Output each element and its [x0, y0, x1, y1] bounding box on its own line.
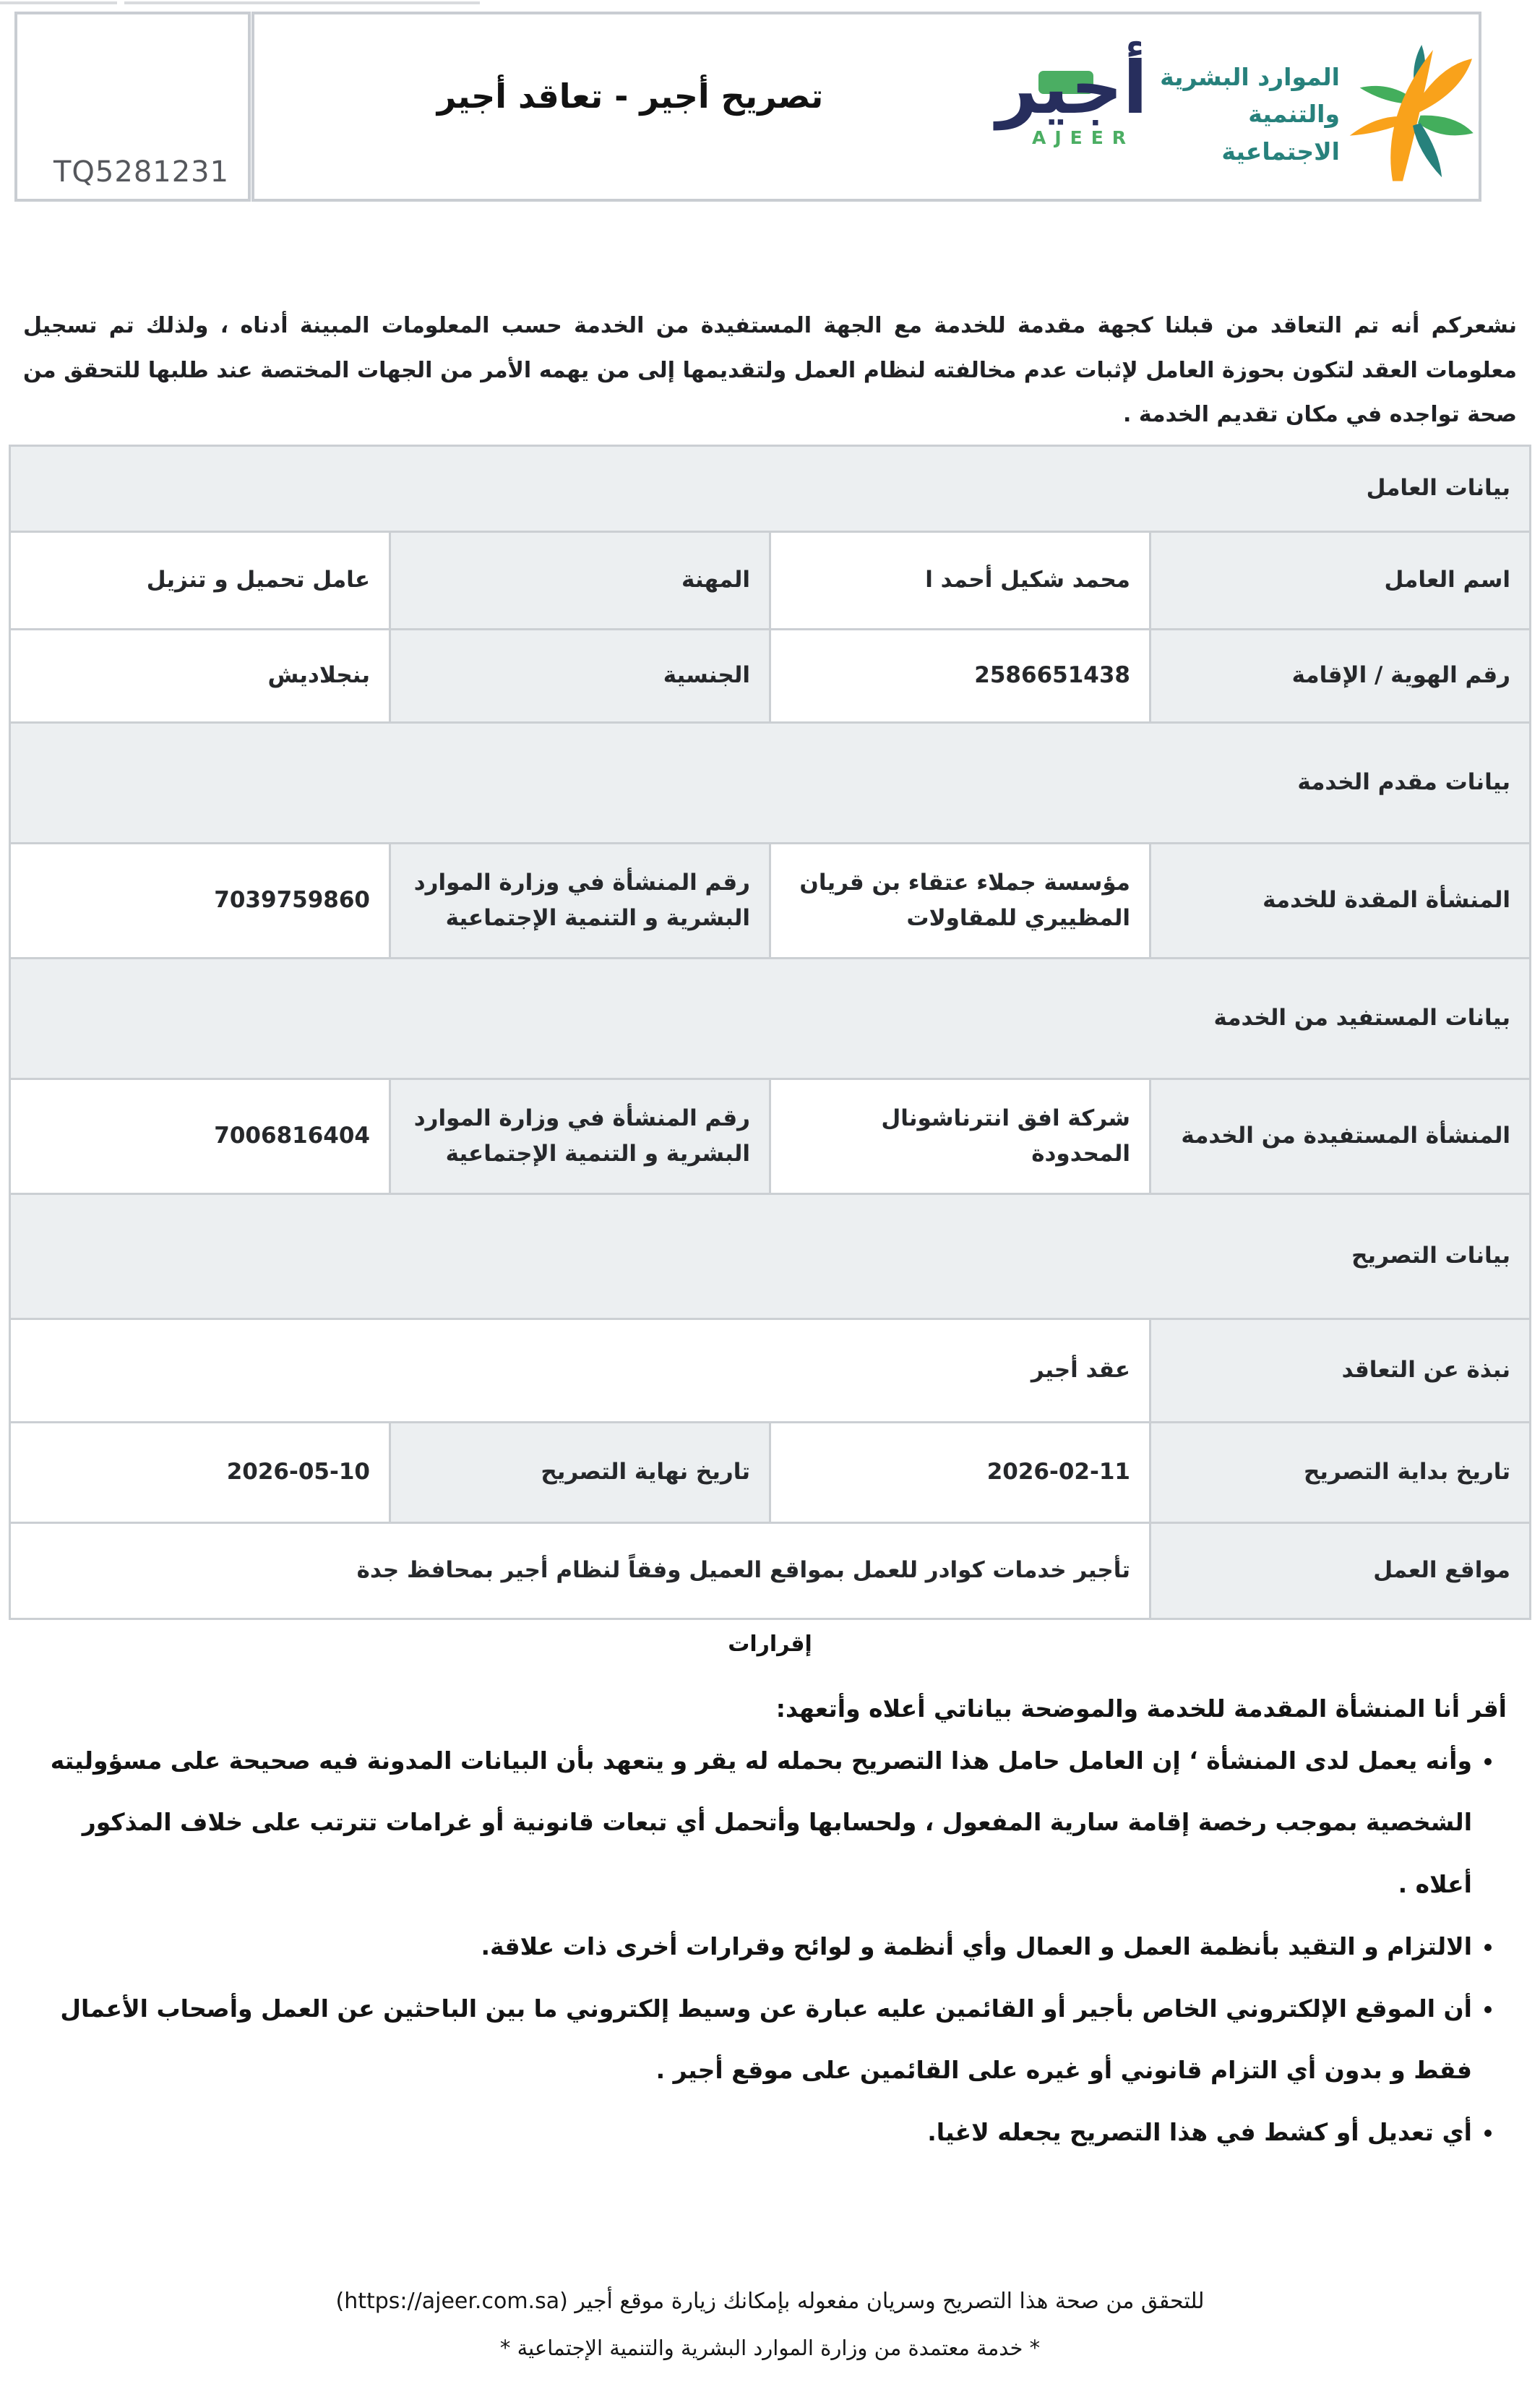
worker-name-label: اسم العامل [1150, 531, 1531, 629]
top-artifact-line-1 [0, 1, 117, 4]
declaration-item: • وأنه يعمل لدى المنشأة ‘ إن العامل حامل هذا التصريح بحمله له يقر و يتعهد بأن البيانات المدونة فيه صحيحة على مسؤوليته الشخصية بموجب رخصة إقامة سارية المفعول ، ولحسابها وأتحمل أي تبعات قانونية أو غرامات تترتب على خلاف المذكور أعلاه . [33, 1730, 1472, 1916]
provider-number-value: 7039759860 [10, 843, 390, 958]
ajeer-latin-label: AJEER [1031, 127, 1135, 148]
permit-summary-value: عقد أجير [10, 1319, 1150, 1422]
ajeer-wordmark: أجير [996, 46, 1148, 130]
section-header-provider: بيانات مقدم الخدمة [10, 722, 1531, 843]
permit-end-label: تاريخ نهاية التصريح [390, 1422, 770, 1522]
provider-number-label: رقم المنشأة في وزارة الموارد البشرية و التنمية الإجتماعية [390, 843, 770, 958]
page-title: تصريح أجير - تعاقد أجير [436, 77, 824, 116]
hrsd-logo [1150, 42, 1477, 187]
declarations-list [33, 1730, 1504, 2164]
hrsd-logo-text: الموارد البشرية والتنمية الاجتماعية [1160, 63, 1340, 166]
worker-id-label: رقم الهوية / الإقامة [1150, 629, 1531, 722]
declarations-title: إقرارات [728, 1631, 812, 1657]
permit-start-label: تاريخ بداية التصريح [1150, 1422, 1531, 1522]
declaration-item: • أن الموقع الإلكتروني الخاص بأجير أو القائمين عليه عبارة عن وسيط إلكتروني ما بين الباحثين عن العمل وأصحاب الأعمال فقط و بدون أي التزام قانوني أو غيره على القائمين على موقع أجير . [33, 1978, 1472, 2102]
permit-start-value: 2026-02-11 [770, 1422, 1150, 1522]
doc-number: TQ5281231 [53, 155, 230, 189]
section-header-worker: بيانات العامل [10, 445, 1531, 531]
worker-id-value: 2586651438 [770, 629, 1150, 722]
ajeer-logo [996, 46, 1148, 148]
beneficiary-name-value: شركة افق انترناشونال المحدودة [770, 1079, 1150, 1193]
beneficiary-number-label: رقم المنشأة في وزارة الموارد البشرية و التنمية الإجتماعية [390, 1079, 770, 1193]
provider-name-label: المنشأة المقدة للخدمة [1150, 843, 1531, 958]
beneficiary-name-label: المنشأة المستفيدة من الخدمة [1150, 1079, 1531, 1193]
section-header-permit: بيانات التصريح [10, 1193, 1531, 1319]
footer [0, 2289, 1540, 2360]
declarations-intro: أقر أنا المنشأة المقدمة للخدمة والموضحة بياناتي أعلاه وأتعهد: [775, 1694, 1507, 1723]
worker-name-value: محمد شكيل أحمد ا [770, 531, 1150, 629]
top-artifact-line-2 [124, 1, 480, 4]
footer-accreditation-line: * خدمة معتمدة من وزارة الموارد البشرية والتنمية الإجتماعية * [499, 2336, 1041, 2360]
worker-nationality-value: بنجلاديش [10, 629, 390, 722]
footer-verification-line: للتحقق من صحة هذا التصريح وسريان مفعوله بإمكانك زيارة موقع أجير (https://ajeer.com.sa) [335, 2289, 1205, 2314]
section-header-beneficiary: بيانات المستفيد من الخدمة [10, 958, 1531, 1079]
declaration-item: • الالتزام و التقيد بأنظمة العمل و العمال وأي أنظمة و لوائح وقرارات أخرى ذات علاقة. [33, 1916, 1472, 1978]
worker-profession-value: عامل تحميل و تنزيل [10, 531, 390, 629]
worker-nationality-label: الجنسية [390, 629, 770, 722]
worker-profession-label: المهنة [390, 531, 770, 629]
permit-locations-value: تأجير خدمات كوادر للعمل بمواقع العميل وفقاً لنظام أجير بمحافظ جدة [10, 1522, 1150, 1619]
permit-summary-label: نبذة عن التعاقد [1150, 1319, 1531, 1422]
hrsd-palm-star-icon [1348, 45, 1477, 184]
permit-end-value: 2026-05-10 [10, 1422, 390, 1522]
provider-name-value: مؤسسة جملاء عتقاء بن قريان المظييري للمقاولات [770, 843, 1150, 958]
beneficiary-number-value: 7006816404 [10, 1079, 390, 1193]
permit-locations-label: مواقع العمل [1150, 1522, 1531, 1619]
intro-paragraph: نشعركم أنه تم التعاقد من قبلنا كجهة مقدمة للخدمة مع الجهة المستفيدة من الخدمة حسب المعلومات المبينة أدناه ، ولذلك تم تسجيل معلومات العقد لتكون بحوزة العامل لإثبات عدم مخالفته لنظام العمل ولتقديمها إلى من يهمه الأمر من الجهات المختصة عند طلبها للتحقق من صحة تواجده في مكان تقديم الخدمة . [23, 313, 1517, 427]
doc-number-box [14, 12, 251, 202]
permit-table [9, 445, 1531, 1620]
declaration-item: • أي تعديل أو كشط في هذا التصريح يجعله لاغيا. [33, 2101, 1472, 2164]
